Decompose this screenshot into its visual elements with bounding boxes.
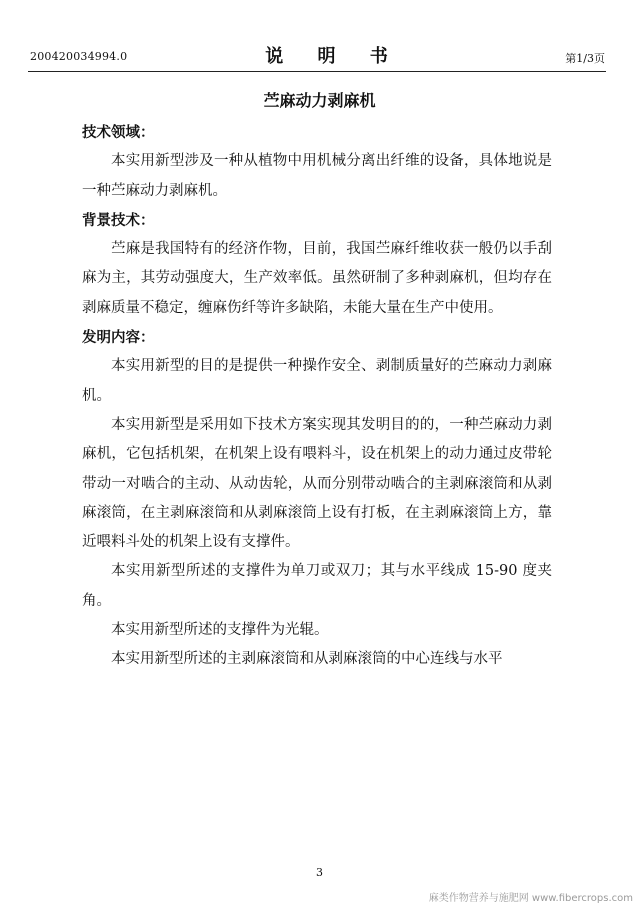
header-title: 说 明 书 [265, 46, 402, 67]
document-title: 苎麻动力剥麻机 [263, 91, 376, 110]
paragraph: 本实用新型所述的支撑件为光辊。 [111, 622, 329, 639]
paragraph: 本实用新型所述的主剥麻滚筒和从剥麻滚筒的中心连线与水平 [111, 651, 503, 668]
section-heading-background: 背景技术： [82, 211, 155, 229]
page-number: 3 [316, 866, 323, 879]
header-page-label: 第1/3页 [565, 52, 605, 65]
section-heading-invention-content: 发明内容： [82, 329, 155, 347]
header-divider [28, 71, 606, 72]
document-body [82, 118, 552, 675]
paragraph: 本实用新型是采用如下技术方案实现其发明目的的，一种苎麻动力剥麻机，它包括机架，在机架上设有喂料斗，设在机架上的动力通过皮带轮带动一对啮合的主动、从动齿轮，从而分别带动啮合的主剥麻滚筒和从剥麻滚筒，在主剥麻滚筒和从剥麻滚筒上设有打板，在主剥麻滚筒上方，靠近喂料斗处的机架上设有支撑件。 [82, 416, 552, 551]
paragraph: 本实用新型涉及一种从植物中用机械分离出纤维的设备，具体地说是一种苎麻动力剥麻机。 [82, 153, 552, 199]
paragraph: 本实用新型的目的是提供一种操作安全、剥制质量好的苎麻动力剥麻机。 [82, 358, 552, 404]
section-heading-technical-field: 技术领域： [82, 124, 155, 141]
header-document-number: 200420034994.0 [30, 50, 128, 63]
paragraph: 苎麻是我国特有的经济作物，目前，我国苎麻纤维收获一般仍以手刮麻为主，其劳动强度大，生产效率低。虽然研制了多种剥麻机，但均存在剥麻质量不稳定，缠麻伤纤等许多缺陷，未能大量在生产中使用。 [82, 241, 552, 316]
watermark: 麻类作物营养与施肥网 www.fibercrops.com [428, 893, 633, 904]
paragraph: 本实用新型所述的支撑件为单刀或双刀；其与水平线成 15-90 度夹角。 [82, 563, 552, 609]
